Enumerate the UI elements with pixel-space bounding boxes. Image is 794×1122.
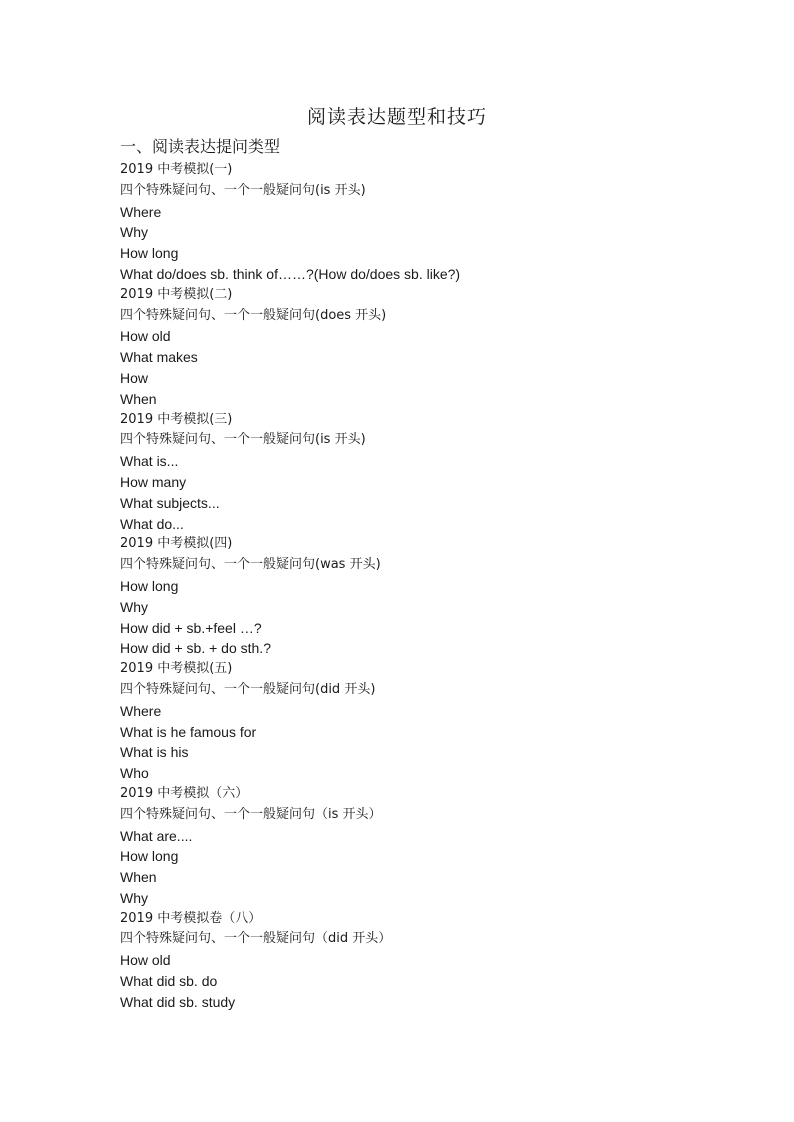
text-line: 四个特殊疑问句、一个一般疑问句（did 开头） <box>120 931 392 947</box>
text-line: How <box>120 369 149 386</box>
text-line: What is his <box>120 744 189 761</box>
text-line: 2019 中考模拟(一) <box>120 162 233 177</box>
text-line: What is he famous for <box>120 723 257 740</box>
text-line: 四个特殊疑问句、一个一般疑问句(does 开头) <box>120 307 387 323</box>
text-line: How long <box>120 848 179 865</box>
text-line: What is... <box>120 453 179 470</box>
question-type-list <box>120 160 740 1013</box>
text-line: How many <box>120 473 187 490</box>
text-line: How long <box>120 577 179 594</box>
text-line: What did sb. do <box>120 973 218 990</box>
text-line: How did + sb. + do sth.? <box>120 640 271 657</box>
text-line: What are.... <box>120 827 193 844</box>
text-line: Who <box>120 765 149 782</box>
text-line: How old <box>120 952 171 969</box>
text-line: 2019 中考模拟(二) <box>120 286 233 302</box>
text-line: 2019 中考模拟(四) <box>120 536 233 552</box>
text-line: Why <box>120 224 148 241</box>
text-line: What do/does sb. think of……?(How do/does sb. like?) <box>120 265 461 282</box>
text-line: 2019 中考模拟(三) <box>120 411 233 427</box>
text-line: What subjects... <box>120 494 220 511</box>
text-line: 2019 中考模拟卷（八） <box>120 910 262 926</box>
text-line: 四个特殊疑问句、一个一般疑问句(did 开头) <box>120 681 376 697</box>
text-line: How long <box>120 245 179 262</box>
section-heading: 一、阅读表达提问类型 <box>120 137 281 156</box>
text-line: Where <box>120 203 162 220</box>
text-line: How old <box>120 328 171 345</box>
text-line: Why <box>120 889 148 906</box>
text-line: 四个特殊疑问句、一个一般疑问句(is 开头) <box>120 432 366 448</box>
document-title: 阅读表达题型和技巧 <box>306 106 487 128</box>
text-line: 四个特殊疑问句、一个一般疑问句（is 开头） <box>120 806 382 822</box>
text-line: What did sb. study <box>120 993 236 1010</box>
text-line: 四个特殊疑问句、一个一般疑问句(is 开头) <box>120 182 366 198</box>
text-line: Where <box>120 702 162 719</box>
text-line: What makes <box>120 349 198 366</box>
text-line: When <box>120 869 157 886</box>
text-line: Why <box>120 598 148 615</box>
text-line: When <box>120 390 157 407</box>
document-body <box>120 136 740 1013</box>
text-line: How did + sb.+feel …? <box>120 619 262 636</box>
text-line: 四个特殊疑问句、一个一般疑问句(was 开头) <box>120 557 381 573</box>
text-line: What do... <box>120 515 184 532</box>
text-line: 2019 中考模拟(五) <box>120 661 233 677</box>
text-line: 2019 中考模拟（六） <box>120 785 249 801</box>
